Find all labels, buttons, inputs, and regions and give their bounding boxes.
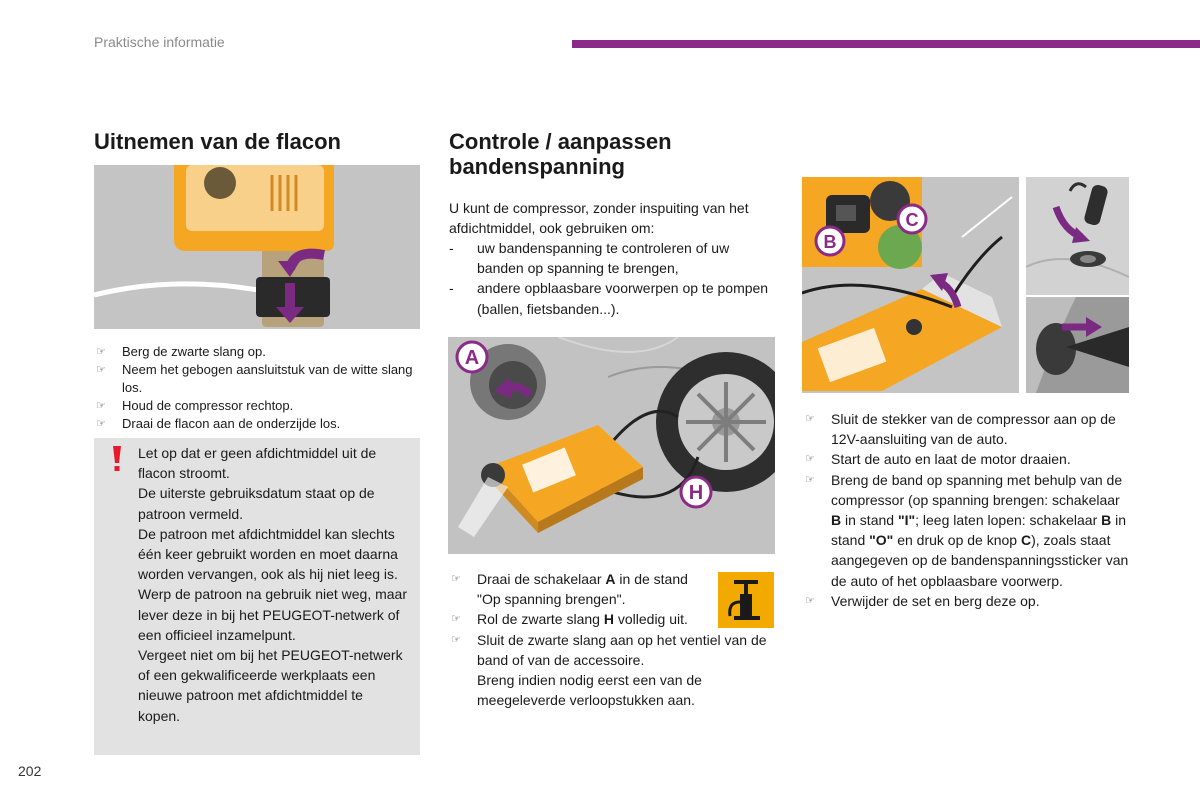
- list-item: ☞ Sluit de stekker van de compressor aan op de 12V-aansluiting van de auto.: [805, 411, 1116, 448]
- list-item: ☞ Draai de flacon aan de onderzijde los.: [96, 416, 341, 431]
- heading-remove-flask: Uitnemen van de flacon: [94, 129, 341, 154]
- pointing-hand-icon: ☞: [96, 418, 106, 430]
- pointing-hand-icon: ☞: [805, 473, 815, 486]
- header-accent-bar: [572, 40, 1200, 48]
- pointing-hand-icon: ☞: [805, 594, 815, 607]
- section-label: Praktische informatie: [94, 34, 225, 50]
- list-item: ☞ Rol de zwarte slang H volledig uit.: [449, 609, 775, 629]
- pointing-hand-icon: ☞: [96, 400, 106, 412]
- pointing-hand-icon: ☞: [451, 633, 461, 646]
- list-item: ☞ Start de auto en laat de motor draaien.: [803, 449, 1130, 469]
- photo-compressor-switches: [802, 177, 1019, 393]
- warning-box: [94, 438, 420, 755]
- list-item: ☞ Breng de band op spanning met behulp van de compressor (op spanning brengen: schakelaar B in stand "I"; leeg laten lopen: schakelaar B in stand "O" en druk op de knop C), zoals staat aangegeven op de bandenspanningssticker van de auto of het opblaasbare voorwerp.: [805, 471, 1129, 589]
- photo-compressor-tyre: [448, 337, 775, 554]
- inflation-steps-list: [803, 409, 1130, 611]
- callout-h: H: [688, 482, 704, 504]
- list-item: - andere opblaasbare voorwerpen op te pompen (ballen, fietsbanden...).: [449, 278, 769, 318]
- tyre-pump-icon: [718, 572, 774, 628]
- list-item: ☞ Houd de compressor rechtop.: [96, 398, 294, 413]
- list-item: ☞ Berg de zwarte slang op.: [96, 344, 266, 359]
- exclamation-icon: [112, 446, 122, 477]
- list-item: ☞ Sluit de zwarte slang aan op het ventiel van de band of van de accessoire. Breng indien nodig eerst een van de meegeleverde verloopstukken aan.: [451, 631, 767, 709]
- callout-c: C: [905, 210, 919, 230]
- photo-flask-removal: [94, 165, 420, 329]
- compressor-uses-list: [449, 238, 769, 319]
- pointing-hand-icon: ☞: [451, 573, 461, 585]
- callout-b: B: [823, 232, 837, 252]
- photo-power-plug: [1026, 177, 1129, 295]
- heading-check-pressure: Controle / aanpassen bandenspanning: [449, 129, 672, 179]
- page-number: 202: [18, 763, 42, 779]
- flask-steps-list: [94, 343, 420, 433]
- warning-text: Let op dat er geen afdichtmiddel uit de flacon stroomt. De uiterste gebruiksdatum staat op de patroon vermeld. De patroon met afdichtmiddel kan slechts één keer gebruikt worden en moet daarna worden vervangen, ook als hij niet leeg is. Werp de patroon na gebruik niet weg, maar lever deze in bij het PEUGEOT-netwerk of een officieel inzamelpunt. Vergeet niet om bij het PEUGEOT-netwerk of een gekwalificeerde werkplaats een nieuwe patroon met afdichtmiddel te kopen.: [138, 445, 408, 724]
- pointing-hand-icon: ☞: [805, 453, 815, 466]
- list-item: ☞ Verwijder de set en berg deze op.: [803, 591, 1130, 611]
- list-item: ☞ Draai de schakelaar A in de stand "Op spanning brengen".: [451, 571, 688, 608]
- list-item: ☞ Neem het gebogen aansluitstuk van de witte slang los.: [96, 362, 413, 395]
- list-item: - uw bandenspanning te controleren of uw banden op spanning te brengen,: [449, 238, 769, 278]
- pointing-hand-icon: ☞: [451, 613, 461, 626]
- pointing-hand-icon: ☞: [96, 346, 106, 358]
- pointing-hand-icon: ☞: [805, 413, 815, 425]
- photo-ignition: [1026, 297, 1129, 393]
- compressor-intro: U kunt de compressor, zonder inspuiting van het afdichtmiddel, ook gebruiken om:: [449, 200, 749, 237]
- pointing-hand-icon: ☞: [96, 364, 106, 376]
- callout-a: A: [464, 347, 480, 369]
